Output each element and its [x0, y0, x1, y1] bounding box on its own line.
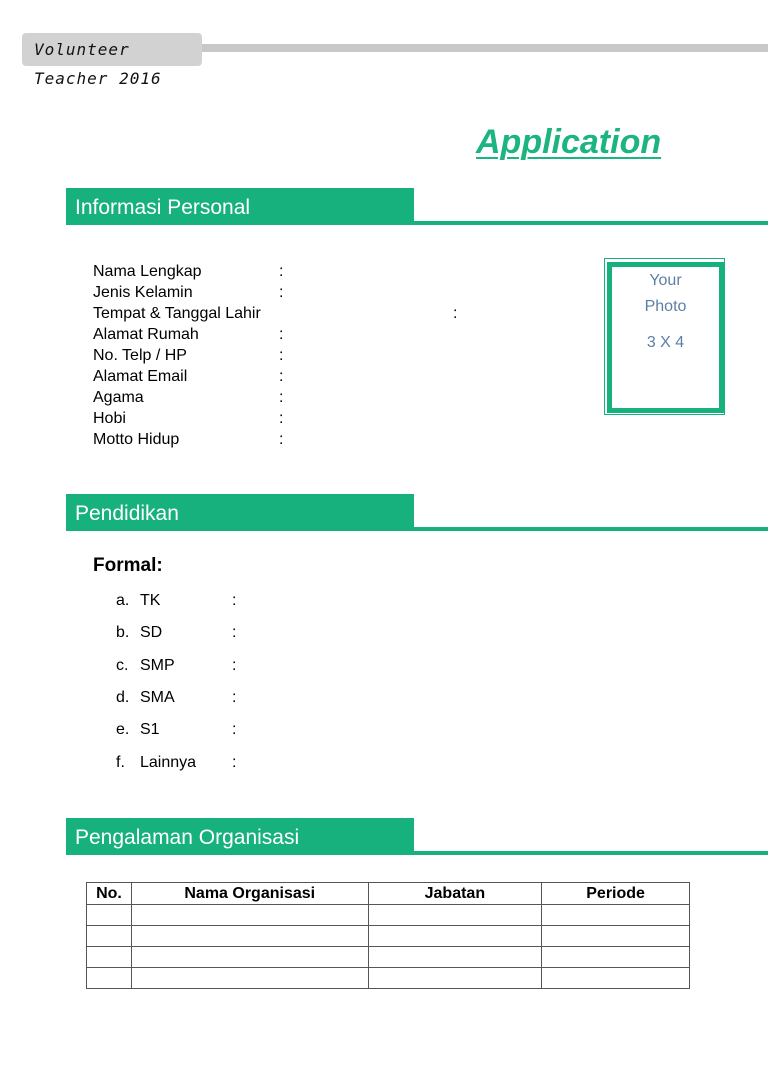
field-label-jenis-kelamin: Jenis Kelamin — [93, 284, 193, 301]
section-title-organization: Pengalaman Organisasi — [75, 826, 300, 849]
table-cell[interactable] — [368, 905, 542, 926]
list-marker: e. — [116, 721, 130, 738]
field-colon: : — [279, 263, 284, 280]
column-header-no: No. — [87, 883, 132, 905]
field-colon: : — [232, 624, 237, 641]
table-cell[interactable] — [368, 926, 542, 947]
field-colon: : — [279, 368, 284, 385]
table-cell[interactable] — [368, 947, 542, 968]
education-item-sma: SMA — [140, 689, 175, 706]
field-label-hobi: Hobi — [93, 410, 126, 427]
organization-table — [86, 882, 690, 989]
table-cell[interactable] — [542, 968, 690, 989]
field-colon: : — [279, 389, 284, 406]
section-organization — [66, 818, 768, 856]
field-label-telp: No. Telp / HP — [93, 347, 187, 364]
section-education — [66, 494, 768, 532]
field-colon: : — [232, 657, 237, 674]
field-colon: : — [279, 431, 284, 448]
table-row — [87, 947, 690, 968]
field-colon: : — [232, 689, 237, 706]
table-row — [87, 905, 690, 926]
field-label-alamat-rumah: Alamat Rumah — [93, 326, 199, 343]
column-header-periode: Periode — [542, 883, 690, 905]
education-item-sd: SD — [140, 624, 163, 641]
table-cell[interactable] — [131, 905, 368, 926]
table-cell[interactable] — [87, 968, 132, 989]
list-marker: c. — [116, 657, 129, 674]
photo-text-photo: Photo — [644, 298, 687, 315]
education-heading-formal: Formal: — [93, 555, 163, 576]
field-label-tempat-lahir: Tempat & Tanggal Lahir — [93, 305, 261, 322]
table-row — [87, 968, 690, 989]
section-title-education: Pendidikan — [75, 502, 179, 525]
field-label-email: Alamat Email — [93, 368, 188, 385]
table-cell[interactable] — [542, 947, 690, 968]
header-rule — [195, 44, 768, 52]
tag-line-year: Teacher 2016 — [34, 69, 162, 88]
field-colon: : — [279, 347, 284, 364]
column-header-jabatan: Jabatan — [368, 883, 542, 905]
table-cell[interactable] — [131, 947, 368, 968]
education-item-s1: S1 — [140, 721, 160, 738]
field-colon: : — [232, 721, 237, 738]
list-marker: a. — [116, 592, 130, 609]
field-colon: : — [232, 592, 237, 609]
column-header-nama-organisasi: Nama Organisasi — [131, 883, 368, 905]
table-cell[interactable] — [131, 926, 368, 947]
field-colon: : — [279, 284, 284, 301]
table-cell[interactable] — [368, 968, 542, 989]
table-row — [87, 926, 690, 947]
list-marker: b. — [116, 624, 130, 641]
table-cell[interactable] — [131, 968, 368, 989]
section-rule — [414, 851, 768, 855]
page-title: Application — [476, 123, 662, 161]
table-cell[interactable] — [87, 947, 132, 968]
section-personal — [66, 188, 768, 226]
field-colon: : — [232, 754, 237, 771]
list-marker: f. — [116, 754, 125, 771]
education-item-tk: TK — [140, 592, 161, 609]
photo-text-size: 3 X 4 — [646, 334, 685, 351]
tag-line-volunteer: Volunteer — [34, 40, 130, 59]
field-colon: : — [279, 326, 284, 343]
table-cell[interactable] — [87, 926, 132, 947]
table-cell[interactable] — [542, 926, 690, 947]
list-marker: d. — [116, 689, 130, 706]
field-label-motto: Motto Hidup — [93, 431, 180, 448]
section-title-personal: Informasi Personal — [75, 196, 251, 219]
table-cell[interactable] — [542, 905, 690, 926]
table-header-row — [87, 883, 690, 905]
section-rule — [414, 221, 768, 225]
field-label-agama: Agama — [93, 389, 144, 406]
section-rule — [414, 527, 768, 531]
table-cell[interactable] — [87, 905, 132, 926]
field-label-nama: Nama Lengkap — [93, 263, 202, 280]
education-item-lainnya: Lainnya — [140, 754, 197, 771]
education-item-smp: SMP — [140, 657, 175, 674]
field-colon: : — [453, 305, 458, 322]
field-colon: : — [279, 410, 284, 427]
photo-text-your: Your — [649, 272, 682, 289]
